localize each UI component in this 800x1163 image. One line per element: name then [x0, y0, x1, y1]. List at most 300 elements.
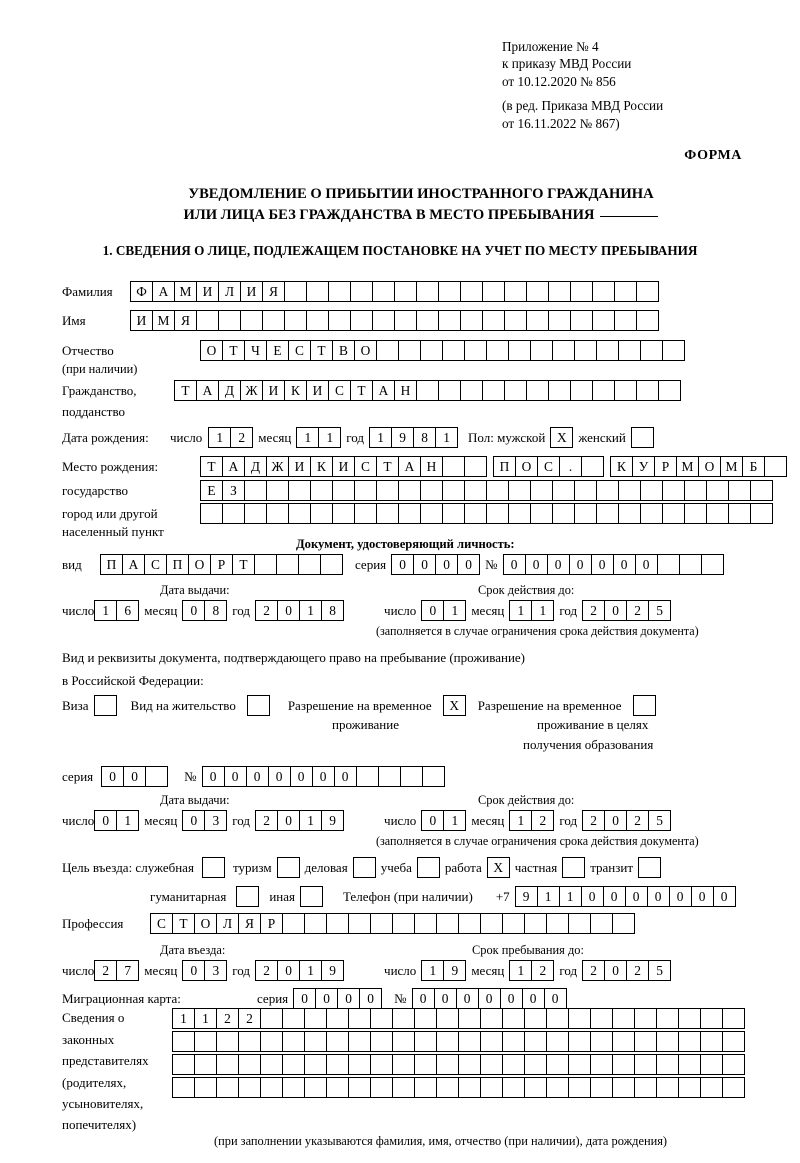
form-cell[interactable]: И: [332, 456, 355, 477]
form-cell[interactable]: К: [610, 456, 633, 477]
identity-series-input[interactable]: [391, 554, 480, 575]
form-cell[interactable]: [678, 1054, 701, 1075]
form-cell[interactable]: 0: [478, 988, 501, 1009]
form-cell[interactable]: [460, 281, 483, 302]
form-cell[interactable]: [436, 1031, 459, 1052]
form-cell[interactable]: 0: [246, 766, 269, 787]
form-cell[interactable]: 0: [604, 960, 627, 981]
form-cell[interactable]: 0: [603, 886, 626, 907]
form-cell[interactable]: [328, 281, 351, 302]
form-cell[interactable]: [486, 340, 509, 361]
profession-input[interactable]: [150, 913, 635, 934]
form-cell[interactable]: [700, 1077, 723, 1098]
identity-issue-month-input[interactable]: [182, 600, 227, 621]
form-cell[interactable]: [568, 1031, 591, 1052]
form-cell[interactable]: 1: [509, 960, 532, 981]
form-cell[interactable]: [194, 1031, 217, 1052]
identity-valid-year-input[interactable]: [582, 600, 671, 621]
form-cell[interactable]: [348, 1054, 371, 1075]
form-cell[interactable]: [414, 1031, 437, 1052]
form-cell[interactable]: 1: [208, 427, 231, 448]
form-cell[interactable]: [596, 340, 619, 361]
form-cell[interactable]: [640, 503, 663, 524]
form-cell[interactable]: [464, 480, 487, 501]
form-cell[interactable]: [306, 310, 329, 331]
form-cell[interactable]: 0: [337, 988, 360, 1009]
form-cell[interactable]: [216, 1077, 239, 1098]
form-cell[interactable]: [458, 1054, 481, 1075]
form-cell[interactable]: Т: [222, 340, 245, 361]
form-cell[interactable]: [574, 340, 597, 361]
form-cell[interactable]: [326, 1054, 349, 1075]
form-cell[interactable]: 1: [299, 600, 322, 621]
form-cell[interactable]: 0: [94, 810, 117, 831]
form-cell[interactable]: [282, 1077, 305, 1098]
form-cell[interactable]: [282, 1031, 305, 1052]
form-cell[interactable]: [592, 380, 615, 401]
form-cell[interactable]: [222, 503, 245, 524]
form-cell[interactable]: Н: [420, 456, 443, 477]
form-cell[interactable]: [244, 480, 267, 501]
form-cell[interactable]: 0: [224, 766, 247, 787]
form-cell[interactable]: [480, 1031, 503, 1052]
form-cell[interactable]: 8: [413, 427, 436, 448]
birthplace-state-input[interactable]: [200, 456, 487, 477]
form-cell[interactable]: П: [100, 554, 123, 575]
form-cell[interactable]: [722, 1077, 745, 1098]
form-cell[interactable]: [596, 503, 619, 524]
form-cell[interactable]: А: [398, 456, 421, 477]
form-cell[interactable]: [282, 1054, 305, 1075]
form-cell[interactable]: [722, 1008, 745, 1029]
form-cell[interactable]: Р: [260, 913, 283, 934]
form-cell[interactable]: [552, 340, 575, 361]
form-cell[interactable]: [656, 1031, 679, 1052]
form-cell[interactable]: 2: [255, 600, 278, 621]
form-cell[interactable]: И: [288, 456, 311, 477]
form-cell[interactable]: [266, 480, 289, 501]
form-cell[interactable]: [194, 1054, 217, 1075]
form-cell[interactable]: [438, 310, 461, 331]
purpose-study-checkbox[interactable]: [417, 857, 440, 878]
form-cell[interactable]: [238, 1031, 261, 1052]
form-cell[interactable]: [262, 310, 285, 331]
form-cell[interactable]: [480, 1077, 503, 1098]
form-cell[interactable]: [348, 1077, 371, 1098]
form-cell[interactable]: 0: [290, 766, 313, 787]
form-cell[interactable]: [298, 554, 321, 575]
form-cell[interactable]: 0: [547, 554, 570, 575]
form-cell[interactable]: 0: [691, 886, 714, 907]
form-cell[interactable]: [332, 480, 355, 501]
identity-valid-month-input[interactable]: [509, 600, 554, 621]
form-cell[interactable]: [304, 1077, 327, 1098]
form-cell[interactable]: [546, 913, 569, 934]
form-cell[interactable]: [442, 480, 465, 501]
form-cell[interactable]: [614, 380, 637, 401]
form-cell[interactable]: [354, 503, 377, 524]
form-cell[interactable]: [679, 554, 702, 575]
form-cell[interactable]: [372, 281, 395, 302]
form-cell[interactable]: [348, 913, 371, 934]
form-cell[interactable]: Ф: [130, 281, 153, 302]
reps-input-3[interactable]: [172, 1054, 745, 1075]
form-cell[interactable]: 0: [503, 554, 526, 575]
form-cell[interactable]: [394, 281, 417, 302]
form-cell[interactable]: 0: [413, 554, 436, 575]
form-cell[interactable]: С: [144, 554, 167, 575]
form-cell[interactable]: [612, 1054, 635, 1075]
form-cell[interactable]: 5: [648, 960, 671, 981]
form-cell[interactable]: [504, 310, 527, 331]
form-cell[interactable]: А: [152, 281, 175, 302]
form-cell[interactable]: [304, 1054, 327, 1075]
birthplace-city-input-4[interactable]: [200, 503, 773, 524]
birthplace-city-input-2[interactable]: [610, 456, 787, 477]
form-cell[interactable]: [482, 380, 505, 401]
form-cell[interactable]: Ж: [266, 456, 289, 477]
form-cell[interactable]: [392, 1054, 415, 1075]
form-cell[interactable]: [310, 480, 333, 501]
form-cell[interactable]: [266, 503, 289, 524]
form-cell[interactable]: [764, 456, 787, 477]
migration-series-input[interactable]: [293, 988, 382, 1009]
form-cell[interactable]: [288, 503, 311, 524]
form-cell[interactable]: [706, 503, 729, 524]
form-cell[interactable]: [394, 310, 417, 331]
form-cell[interactable]: [728, 503, 751, 524]
form-cell[interactable]: 0: [101, 766, 124, 787]
birth-day-input[interactable]: [208, 427, 253, 448]
form-cell[interactable]: [524, 913, 547, 934]
form-cell[interactable]: Д: [244, 456, 267, 477]
form-cell[interactable]: Я: [262, 281, 285, 302]
form-cell[interactable]: [458, 1031, 481, 1052]
form-cell[interactable]: [574, 480, 597, 501]
form-cell[interactable]: [436, 1054, 459, 1075]
form-cell[interactable]: С: [328, 380, 351, 401]
form-cell[interactable]: В: [332, 340, 355, 361]
form-cell[interactable]: [376, 480, 399, 501]
form-cell[interactable]: [480, 1008, 503, 1029]
form-cell[interactable]: [260, 1031, 283, 1052]
identity-issue-year-input[interactable]: [255, 600, 344, 621]
form-cell[interactable]: [612, 1031, 635, 1052]
form-cell[interactable]: [524, 1077, 547, 1098]
entry-month-input[interactable]: [182, 960, 227, 981]
form-cell[interactable]: [658, 380, 681, 401]
form-cell[interactable]: [304, 913, 327, 934]
form-cell[interactable]: 7: [116, 960, 139, 981]
permit-visa-checkbox[interactable]: [94, 695, 117, 716]
form-cell[interactable]: Т: [350, 380, 373, 401]
form-cell[interactable]: [458, 913, 481, 934]
form-cell[interactable]: [244, 503, 267, 524]
form-cell[interactable]: П: [166, 554, 189, 575]
form-cell[interactable]: [398, 480, 421, 501]
form-cell[interactable]: [728, 480, 751, 501]
form-cell[interactable]: [284, 310, 307, 331]
form-cell[interactable]: [568, 1077, 591, 1098]
form-cell[interactable]: 3: [204, 960, 227, 981]
form-cell[interactable]: Т: [376, 456, 399, 477]
form-cell[interactable]: 1: [435, 427, 458, 448]
form-cell[interactable]: [526, 380, 549, 401]
permit-issue-day-input[interactable]: [94, 810, 139, 831]
form-cell[interactable]: 2: [626, 600, 649, 621]
form-cell[interactable]: Е: [200, 480, 223, 501]
form-cell[interactable]: [328, 310, 351, 331]
form-cell[interactable]: [238, 1077, 261, 1098]
form-cell[interactable]: [548, 281, 571, 302]
form-cell[interactable]: 0: [182, 600, 205, 621]
form-cell[interactable]: 0: [569, 554, 592, 575]
form-cell[interactable]: [546, 1008, 569, 1029]
form-cell[interactable]: [320, 554, 343, 575]
purpose-other-checkbox[interactable]: [300, 886, 323, 907]
form-cell[interactable]: [636, 281, 659, 302]
form-cell[interactable]: [436, 1077, 459, 1098]
form-cell[interactable]: [420, 480, 443, 501]
form-cell[interactable]: 2: [238, 1008, 261, 1029]
form-cell[interactable]: Ж: [240, 380, 263, 401]
form-cell[interactable]: 2: [531, 810, 554, 831]
form-cell[interactable]: 1: [509, 810, 532, 831]
form-cell[interactable]: [546, 1077, 569, 1098]
form-cell[interactable]: 2: [626, 960, 649, 981]
form-cell[interactable]: [284, 281, 307, 302]
form-cell[interactable]: [502, 1008, 525, 1029]
form-cell[interactable]: [590, 1031, 613, 1052]
entry-year-input[interactable]: [255, 960, 344, 981]
form-cell[interactable]: [458, 1008, 481, 1029]
form-cell[interactable]: Т: [172, 913, 195, 934]
form-cell[interactable]: [530, 503, 553, 524]
form-cell[interactable]: [464, 340, 487, 361]
form-cell[interactable]: 0: [277, 810, 300, 831]
form-cell[interactable]: [310, 503, 333, 524]
form-cell[interactable]: [398, 340, 421, 361]
form-cell[interactable]: [530, 340, 553, 361]
form-cell[interactable]: О: [194, 913, 217, 934]
form-cell[interactable]: [570, 281, 593, 302]
form-cell[interactable]: [216, 1031, 239, 1052]
permit-number-input[interactable]: [202, 766, 445, 787]
form-cell[interactable]: [172, 1077, 195, 1098]
form-cell[interactable]: 1: [296, 427, 319, 448]
form-cell[interactable]: [596, 480, 619, 501]
form-cell[interactable]: 8: [321, 600, 344, 621]
form-cell[interactable]: [618, 340, 641, 361]
form-cell[interactable]: [590, 1008, 613, 1029]
permit-issue-month-input[interactable]: [182, 810, 227, 831]
form-cell[interactable]: 0: [522, 988, 545, 1009]
form-cell[interactable]: [260, 1077, 283, 1098]
form-cell[interactable]: 1: [299, 960, 322, 981]
form-cell[interactable]: М: [720, 456, 743, 477]
permit-valid-year-input[interactable]: [582, 810, 671, 831]
form-cell[interactable]: 1: [116, 810, 139, 831]
form-cell[interactable]: 1: [443, 810, 466, 831]
form-cell[interactable]: [618, 503, 641, 524]
permit-residence-checkbox[interactable]: [247, 695, 270, 716]
form-cell[interactable]: 9: [443, 960, 466, 981]
form-cell[interactable]: [700, 1054, 723, 1075]
form-cell[interactable]: [656, 1008, 679, 1029]
form-cell[interactable]: [546, 1031, 569, 1052]
form-cell[interactable]: [326, 1031, 349, 1052]
form-cell[interactable]: [348, 1008, 371, 1029]
form-cell[interactable]: Д: [218, 380, 241, 401]
form-cell[interactable]: 9: [321, 810, 344, 831]
form-cell[interactable]: [350, 281, 373, 302]
form-cell[interactable]: [592, 281, 615, 302]
form-cell[interactable]: [590, 1054, 613, 1075]
form-cell[interactable]: [370, 1054, 393, 1075]
form-cell[interactable]: [376, 503, 399, 524]
purpose-private-checkbox[interactable]: [562, 857, 585, 878]
form-cell[interactable]: 0: [613, 554, 636, 575]
identity-issue-day-input[interactable]: [94, 600, 139, 621]
form-cell[interactable]: 9: [515, 886, 538, 907]
form-cell[interactable]: 1: [194, 1008, 217, 1029]
form-cell[interactable]: А: [122, 554, 145, 575]
form-cell[interactable]: [552, 503, 575, 524]
form-cell[interactable]: [722, 1031, 745, 1052]
form-cell[interactable]: О: [188, 554, 211, 575]
form-cell[interactable]: Я: [238, 913, 261, 934]
form-cell[interactable]: 0: [434, 988, 457, 1009]
form-cell[interactable]: 0: [293, 988, 316, 1009]
form-cell[interactable]: [568, 1008, 591, 1029]
form-cell[interactable]: [414, 1054, 437, 1075]
form-cell[interactable]: [282, 1008, 305, 1029]
form-cell[interactable]: О: [354, 340, 377, 361]
form-cell[interactable]: [700, 1031, 723, 1052]
form-cell[interactable]: Б: [742, 456, 765, 477]
form-cell[interactable]: [306, 281, 329, 302]
form-cell[interactable]: [464, 503, 487, 524]
form-cell[interactable]: [442, 503, 465, 524]
form-cell[interactable]: [414, 1077, 437, 1098]
form-cell[interactable]: [196, 310, 219, 331]
form-cell[interactable]: 0: [202, 766, 225, 787]
form-cell[interactable]: С: [354, 456, 377, 477]
surname-input[interactable]: [130, 281, 659, 302]
form-cell[interactable]: 0: [457, 554, 480, 575]
form-cell[interactable]: 0: [604, 600, 627, 621]
form-cell[interactable]: [614, 281, 637, 302]
form-cell[interactable]: Р: [654, 456, 677, 477]
form-cell[interactable]: Я: [174, 310, 197, 331]
patronymic-input[interactable]: [200, 340, 685, 361]
form-cell[interactable]: 0: [669, 886, 692, 907]
form-cell[interactable]: [438, 380, 461, 401]
form-cell[interactable]: 6: [116, 600, 139, 621]
form-cell[interactable]: 0: [500, 988, 523, 1009]
form-cell[interactable]: 0: [315, 988, 338, 1009]
form-cell[interactable]: [260, 1008, 283, 1029]
form-cell[interactable]: [530, 480, 553, 501]
form-cell[interactable]: [678, 1008, 701, 1029]
form-cell[interactable]: [378, 766, 401, 787]
form-cell[interactable]: [438, 281, 461, 302]
purpose-tourism-checkbox[interactable]: [277, 857, 300, 878]
form-cell[interactable]: [420, 503, 443, 524]
form-cell[interactable]: [260, 1054, 283, 1075]
form-cell[interactable]: [524, 1054, 547, 1075]
form-cell[interactable]: А: [222, 456, 245, 477]
form-cell[interactable]: Т: [310, 340, 333, 361]
form-cell[interactable]: [254, 554, 277, 575]
form-cell[interactable]: [526, 281, 549, 302]
form-cell[interactable]: 1: [559, 886, 582, 907]
form-cell[interactable]: [326, 1008, 349, 1029]
permit-issue-year-input[interactable]: [255, 810, 344, 831]
form-cell[interactable]: [662, 480, 685, 501]
form-cell[interactable]: Н: [394, 380, 417, 401]
form-cell[interactable]: [574, 503, 597, 524]
form-cell[interactable]: [414, 1008, 437, 1029]
form-cell[interactable]: 0: [647, 886, 670, 907]
birthplace-city-input-3[interactable]: [200, 480, 773, 501]
form-cell[interactable]: [634, 1077, 657, 1098]
form-cell[interactable]: [370, 1031, 393, 1052]
form-cell[interactable]: [568, 913, 591, 934]
form-cell[interactable]: [372, 310, 395, 331]
form-cell[interactable]: П: [493, 456, 516, 477]
form-cell[interactable]: К: [284, 380, 307, 401]
form-cell[interactable]: [240, 310, 263, 331]
form-cell[interactable]: 0: [625, 886, 648, 907]
form-cell[interactable]: И: [196, 281, 219, 302]
form-cell[interactable]: [172, 1054, 195, 1075]
form-cell[interactable]: 0: [334, 766, 357, 787]
form-cell[interactable]: 0: [182, 960, 205, 981]
form-cell[interactable]: [634, 1008, 657, 1029]
form-cell[interactable]: .: [559, 456, 582, 477]
form-cell[interactable]: 1: [421, 960, 444, 981]
form-cell[interactable]: Ч: [244, 340, 267, 361]
form-cell[interactable]: 2: [255, 810, 278, 831]
form-cell[interactable]: 0: [635, 554, 658, 575]
form-cell[interactable]: У: [632, 456, 655, 477]
form-cell[interactable]: [590, 1077, 613, 1098]
form-cell[interactable]: 5: [648, 600, 671, 621]
citizenship-input[interactable]: [174, 380, 681, 401]
form-cell[interactable]: [684, 480, 707, 501]
form-cell[interactable]: 0: [268, 766, 291, 787]
form-cell[interactable]: [640, 480, 663, 501]
form-cell[interactable]: З: [222, 480, 245, 501]
form-cell[interactable]: [486, 480, 509, 501]
form-cell[interactable]: [422, 766, 445, 787]
form-cell[interactable]: [612, 1077, 635, 1098]
form-cell[interactable]: А: [196, 380, 219, 401]
purpose-humanitarian-checkbox[interactable]: [236, 886, 259, 907]
form-cell[interactable]: 0: [277, 960, 300, 981]
form-cell[interactable]: [218, 310, 241, 331]
form-cell[interactable]: О: [515, 456, 538, 477]
form-cell[interactable]: [458, 1077, 481, 1098]
form-cell[interactable]: [436, 1008, 459, 1029]
form-cell[interactable]: [570, 380, 593, 401]
form-cell[interactable]: [370, 913, 393, 934]
identity-number-input[interactable]: [503, 554, 724, 575]
form-cell[interactable]: [552, 480, 575, 501]
form-cell[interactable]: 2: [582, 960, 605, 981]
form-cell[interactable]: Т: [174, 380, 197, 401]
